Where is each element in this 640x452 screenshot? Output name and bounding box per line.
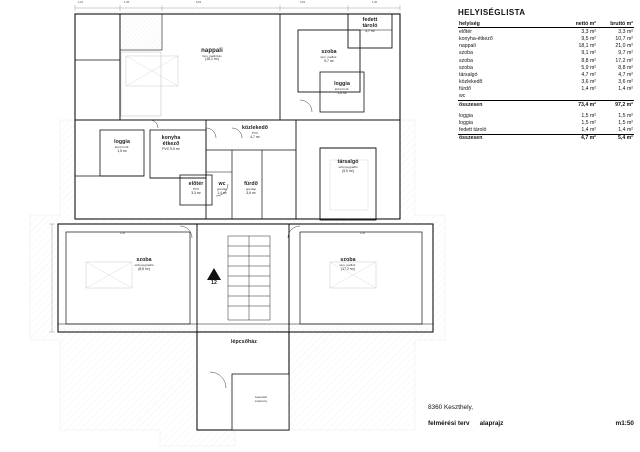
col-brutto: bruttó m² bbox=[597, 20, 634, 28]
cell-netto: 8,8 m² bbox=[581, 57, 597, 64]
drawing-kind: alaprajz bbox=[479, 420, 504, 427]
scale-label: m1:50 bbox=[615, 420, 634, 427]
cell-brutto: 17,2 m² bbox=[615, 57, 633, 64]
cell-brutto: 10,7 m² bbox=[615, 35, 633, 42]
unit-marker-label: 12 bbox=[211, 280, 217, 286]
room-label-loggia-right: loggia térkő burk. 1,5 m² bbox=[334, 81, 350, 95]
room-label-furdo: fürdő greslap 3,6 m² bbox=[244, 181, 258, 195]
cell-netto: 9,1 m² bbox=[581, 50, 597, 57]
cell-netto bbox=[560, 93, 597, 101]
cell-name: társalgó bbox=[459, 71, 478, 78]
room-label-konyha-etkezo: konyha étkező PVC 9,5 m² bbox=[161, 135, 181, 151]
cell-brutto: 9,7 m² bbox=[618, 50, 633, 57]
cell-brutto: 1,4 m² bbox=[618, 86, 633, 93]
cell-name: loggia bbox=[459, 112, 473, 119]
cell-total-netto: 73,4 m² bbox=[560, 101, 597, 109]
cell-netto: 1,5 m² bbox=[581, 120, 597, 127]
cell-total-brutto: 97,2 m² bbox=[597, 101, 634, 109]
cell-brutto: 4,7 m² bbox=[618, 71, 633, 78]
room-label-eloter: előtér PVC 3,3 m² bbox=[188, 181, 204, 195]
cell-name: fürdő bbox=[459, 86, 471, 93]
project-address: 8360 Keszthely, bbox=[428, 404, 473, 411]
table-row bbox=[458, 119, 634, 126]
cell-netto: 4,7 m² bbox=[581, 71, 597, 78]
title-block-row bbox=[428, 420, 634, 427]
cell-name: előtér bbox=[459, 28, 472, 35]
cell-netto: 3,3 m² bbox=[581, 28, 597, 35]
room-schedule-table bbox=[458, 20, 634, 142]
room-label-lepcsohaz: lépcsőház bbox=[231, 339, 257, 345]
cell-name: közlekedő bbox=[459, 79, 483, 86]
room-label-szoba-left: szoba szőnyegpadló (8,8 m²) bbox=[134, 257, 154, 271]
cell-total-netto: 4,7 m² bbox=[560, 134, 597, 142]
cell-brutto: 3,3 m² bbox=[618, 28, 633, 35]
room-label-kozlekedo: közlekedő PVC 4,7 m² bbox=[242, 125, 268, 139]
dim-top-5: 1,30 bbox=[372, 1, 378, 4]
room-label-szoba-right: szoba lam. padlóz. (17,2 m²) bbox=[339, 257, 357, 271]
cell-name: szoba bbox=[459, 57, 473, 64]
table-row bbox=[458, 64, 634, 71]
table-row bbox=[458, 57, 634, 64]
cell-name: szoba bbox=[459, 64, 473, 71]
cell-netto: 1,5 m² bbox=[581, 112, 597, 119]
room-schedule bbox=[458, 8, 634, 142]
cell-total-label: összesen bbox=[458, 101, 560, 109]
cell-name: szoba bbox=[459, 50, 473, 57]
table-row bbox=[458, 71, 634, 78]
table-row bbox=[458, 112, 634, 119]
table-row bbox=[458, 50, 634, 57]
room-label-wc: wc greslap 1,4 m² bbox=[216, 181, 228, 195]
cell-brutto bbox=[597, 93, 634, 101]
cell-netto: 18,1 m² bbox=[578, 43, 597, 50]
dim-top-3: 6,62 bbox=[196, 1, 202, 4]
cell-brutto: 21,0 m² bbox=[615, 43, 633, 50]
table-row bbox=[458, 93, 634, 101]
dim-top-4: 2,52 bbox=[300, 1, 306, 4]
table-row bbox=[458, 79, 634, 86]
room-label-nappali: nappali fam. padlózás (18,1 m²) bbox=[201, 48, 223, 62]
cell-brutto: 3,6 m² bbox=[618, 79, 633, 86]
cell-name: konyha-étkező bbox=[459, 35, 493, 42]
dim-lower-left: 4,30 bbox=[120, 232, 126, 235]
cell-name: wc bbox=[459, 93, 466, 100]
table-row bbox=[458, 127, 634, 135]
cell-brutto: 1,4 m² bbox=[618, 127, 633, 134]
cell-name: fedett tároló bbox=[459, 127, 487, 134]
room-label-fedett-tarolo: fedett tároló 4,7 m² bbox=[362, 17, 378, 33]
cell-brutto: 1,5 m² bbox=[618, 112, 633, 119]
table-row bbox=[458, 28, 634, 36]
cell-netto: 5,9 m² bbox=[581, 64, 597, 71]
dim-lower-right: 4,30 bbox=[360, 232, 366, 235]
table-header-row bbox=[458, 20, 634, 28]
cell-total-label: összesen bbox=[458, 134, 560, 142]
cell-brutto: 1,5 m² bbox=[618, 120, 633, 127]
title-block bbox=[428, 404, 634, 427]
cell-netto: 3,6 m² bbox=[581, 79, 597, 86]
room-schedule-title: HELYISÉGLISTA bbox=[458, 8, 526, 17]
table-total-row bbox=[458, 101, 634, 109]
col-helyiseg: helyiség bbox=[458, 20, 560, 28]
cell-netto: 1,4 m² bbox=[581, 127, 597, 134]
document-type: felmérési terv bbox=[428, 420, 470, 427]
table-row bbox=[458, 43, 634, 50]
cell-netto: 9,5 m² bbox=[581, 35, 597, 42]
col-netto: nettó m² bbox=[560, 20, 597, 28]
table-body bbox=[458, 28, 634, 142]
table-row bbox=[458, 86, 634, 93]
cell-netto: 1,4 m² bbox=[581, 86, 597, 93]
cell-brutto: 8,8 m² bbox=[618, 64, 633, 71]
room-label-loggia-left: loggia térkő burk. 1,5 m² bbox=[114, 139, 130, 153]
cell-name: nappali bbox=[459, 43, 476, 50]
dim-top-2: 1,35 bbox=[124, 1, 130, 4]
cell-name: loggia bbox=[459, 120, 473, 127]
cell-total-brutto: 5,4 m² bbox=[597, 134, 634, 142]
table-total2-row bbox=[458, 134, 634, 142]
room-label-tarsalgo: társalgó szőnyegpadló (5,9 m²) bbox=[337, 159, 359, 173]
room-label-szoba-top: szoba lam. padlóz. 9,7 m² bbox=[320, 49, 338, 63]
table-row bbox=[458, 35, 634, 42]
dim-top-1: 1,10 bbox=[78, 1, 84, 4]
room-label-beepitett-szekreny: beépített szekrény bbox=[254, 395, 268, 403]
